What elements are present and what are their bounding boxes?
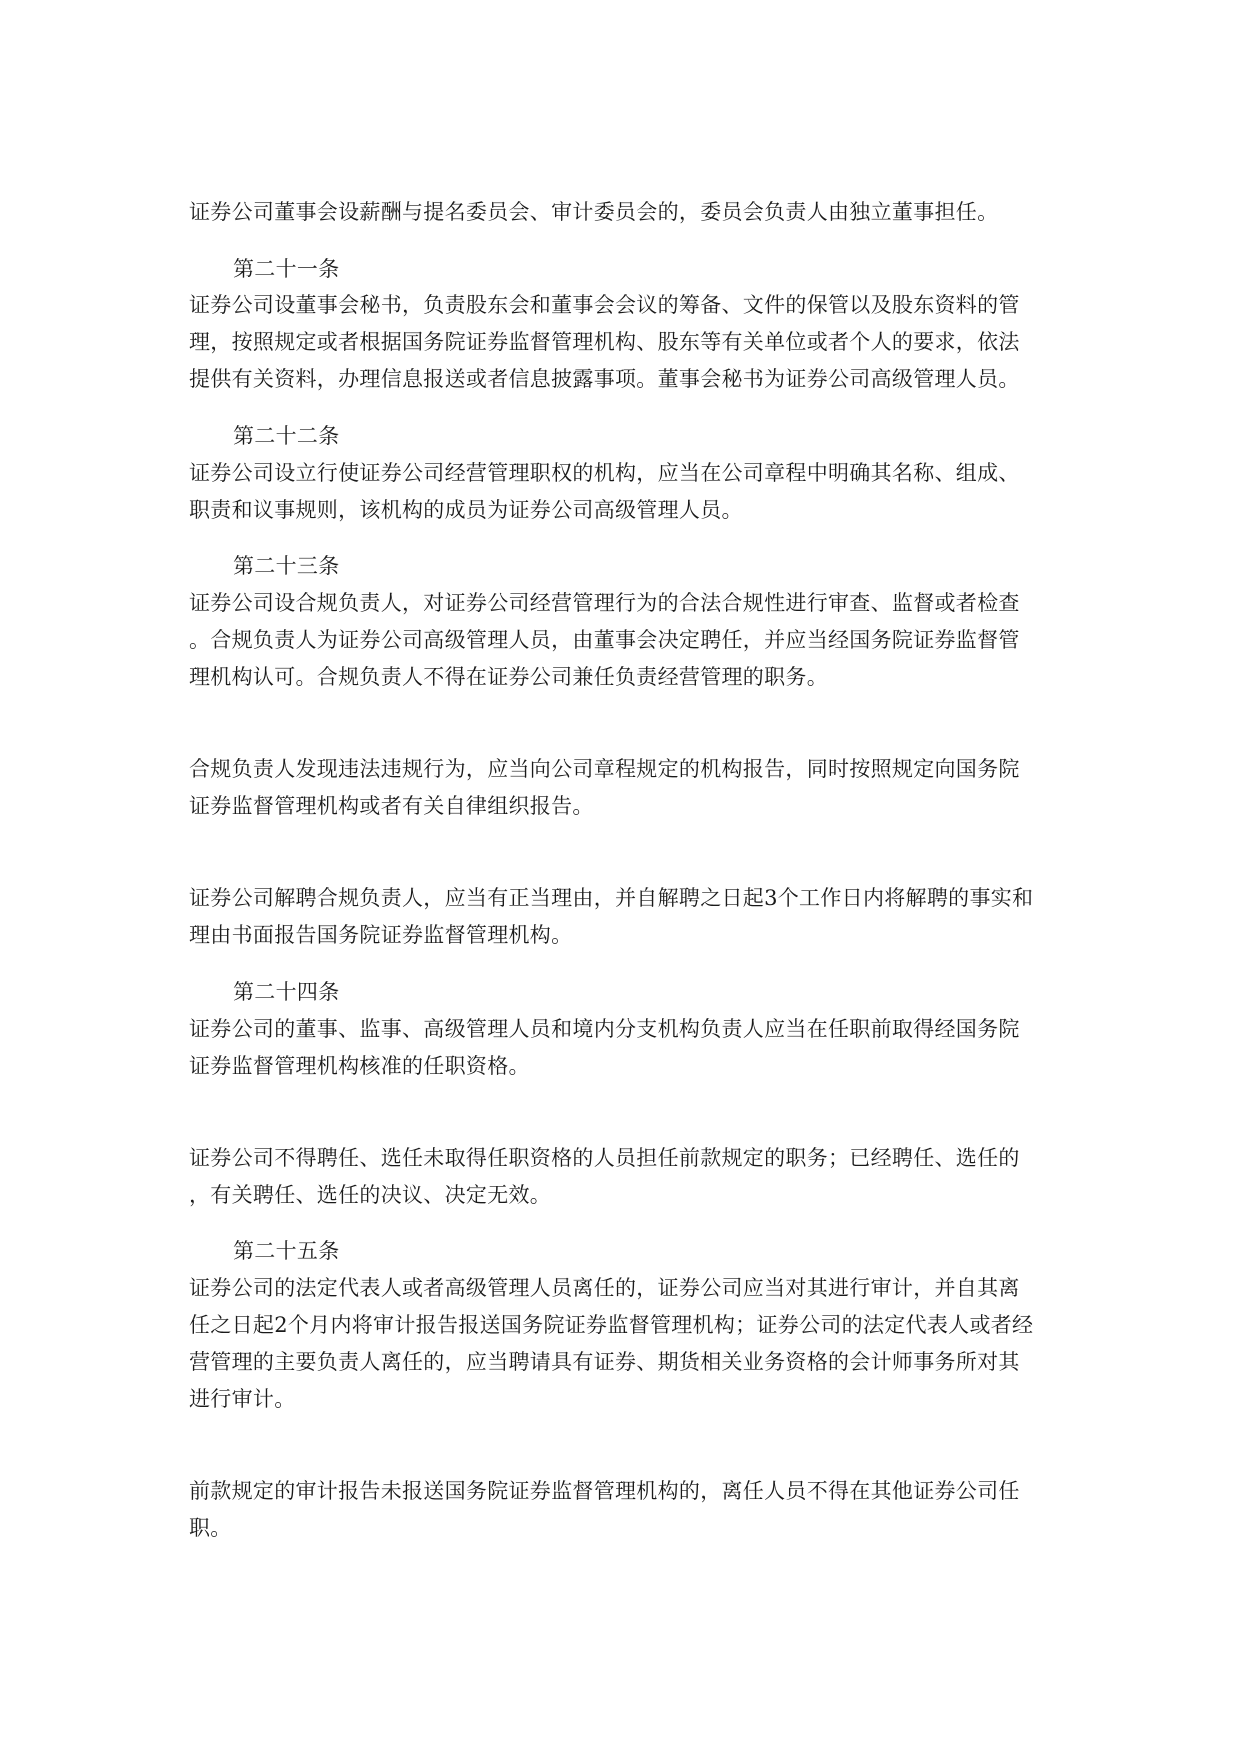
paragraph-line: 合规负责人发现违法违规行为，应当向公司章程规定的机构报告，同时按照规定向国务院 xyxy=(189,757,1020,781)
paragraph-line: 理由书面报告国务院证券监督管理机构。 xyxy=(189,923,573,947)
paragraph-line: 职责和议事规则，该机构的成员为证券公司高级管理人员。 xyxy=(189,498,743,522)
paragraph-line: 证券公司解聘合规负责人，应当有正当理由，并自解聘之日起3个工作日内将解聘的事实和 xyxy=(189,886,1034,910)
paragraph-line: 证券监督管理机构或者有关自律组织报告。 xyxy=(189,794,594,818)
paragraph-line: 理，按照规定或者根据国务院证券监督管理机构、股东等有关单位或者个人的要求，依法 xyxy=(189,330,1020,354)
paragraph-line: ，有关聘任、选任的决议、决定无效。 xyxy=(189,1183,552,1207)
paragraph-line: 证券公司设合规负责人，对证券公司经营管理行为的合法合规性进行审查、监督或者检查 xyxy=(189,591,1020,615)
article-heading-24: 第二十四条 xyxy=(233,980,340,1004)
paragraph-line: 提供有关资料，办理信息报送或者信息披露事项。董事会秘书为证券公司高级管理人员。 xyxy=(189,367,1020,391)
paragraph-line: 营管理的主要负责人离任的，应当聘请具有证券、期货相关业务资格的会计师事务所对其 xyxy=(189,1350,1020,1374)
paragraph-line: 任之日起2个月内将审计报告报送国务院证券监督管理机构；证券公司的法定代表人或者经 xyxy=(189,1313,1034,1337)
paragraph-line: 证券公司设董事会秘书，负责股东会和董事会会议的筹备、文件的保管以及股东资料的管 xyxy=(189,293,1020,317)
paragraph-line: 证券公司的董事、监事、高级管理人员和境内分支机构负责人应当在任职前取得经国务院 xyxy=(189,1017,1020,1041)
paragraph-line: 进行审计。 xyxy=(189,1387,296,1411)
paragraph-line: 证券公司设立行使证券公司经营管理职权的机构，应当在公司章程中明确其名称、组成、 xyxy=(189,461,1020,485)
paragraph-line: 证券公司不得聘任、选任未取得任职资格的人员担任前款规定的职务；已经聘任、选任的 xyxy=(189,1146,1020,1170)
article-heading-23: 第二十三条 xyxy=(233,554,340,578)
paragraph-line: 理机构认可。合规负责人不得在证券公司兼任负责经营管理的职务。 xyxy=(189,665,828,689)
paragraph-line: 证券监督管理机构核准的任职资格。 xyxy=(189,1054,530,1078)
paragraph-line: 职。 xyxy=(189,1516,232,1540)
article-heading-25: 第二十五条 xyxy=(233,1239,340,1263)
paragraph-line: 。合规负责人为证券公司高级管理人员，由董事会决定聘任，并应当经国务院证券监督管 xyxy=(189,628,1020,652)
paragraph-line: 证券公司董事会设薪酬与提名委员会、审计委员会的，委员会负责人由独立董事担任。 xyxy=(189,200,999,224)
article-heading-21: 第二十一条 xyxy=(233,257,340,281)
article-heading-22: 第二十二条 xyxy=(233,424,340,448)
paragraph-line: 前款规定的审计报告未报送国务院证券监督管理机构的，离任人员不得在其他证券公司任 xyxy=(189,1479,1020,1503)
paragraph-line: 证券公司的法定代表人或者高级管理人员离任的，证券公司应当对其进行审计，并自其离 xyxy=(189,1276,1020,1300)
